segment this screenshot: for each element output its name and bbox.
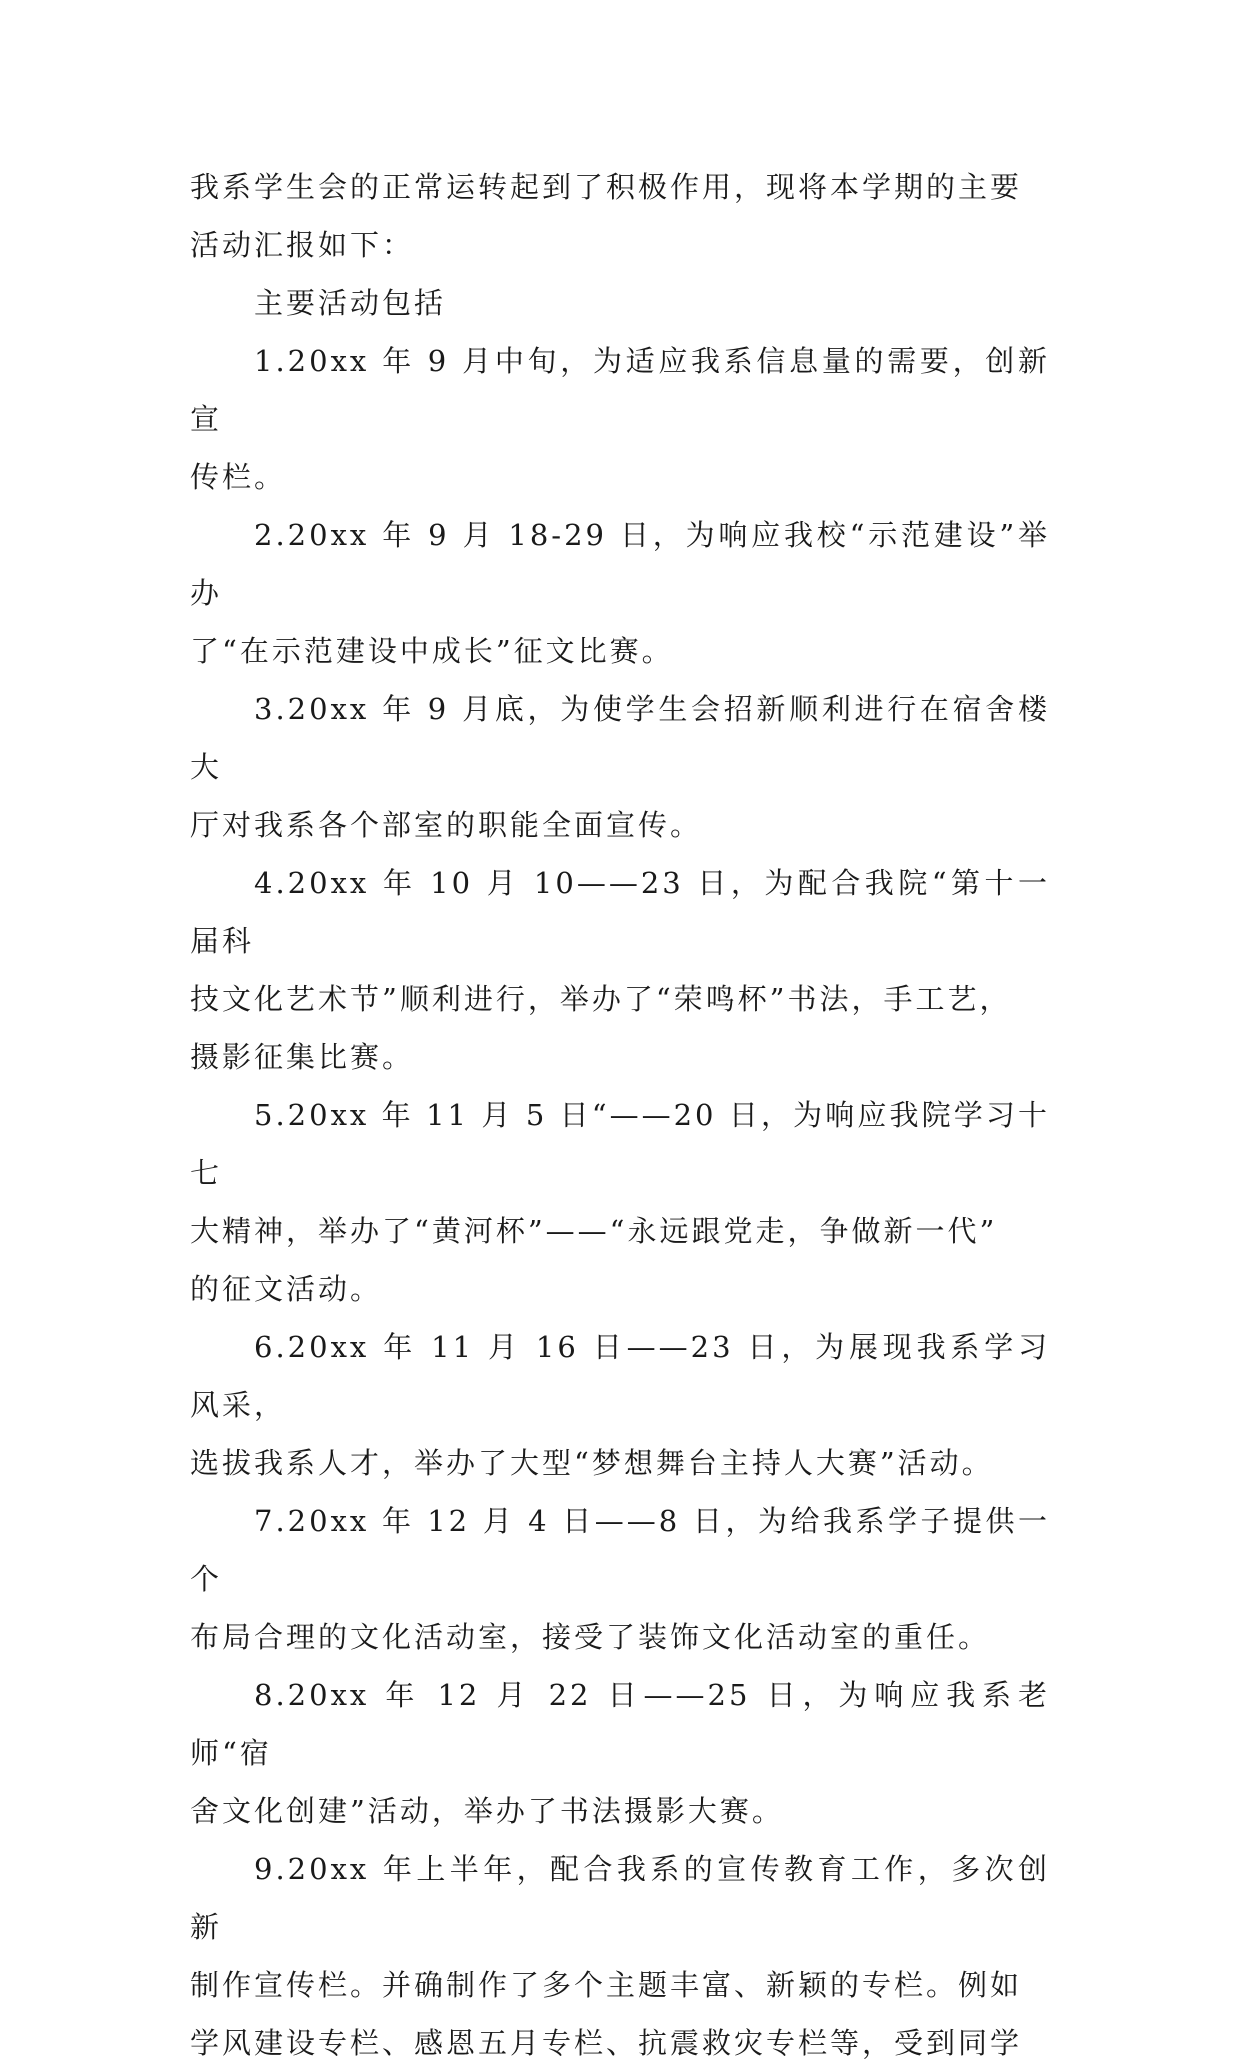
paragraph-item-6: 6.20xx 年 11 月 16 日——23 日，为展现我系学习风采， 选拔我系人才，举办了大型“梦想舞台主持人大赛”活动。: [190, 1330, 1050, 1480]
paragraph-item-2: 2.20xx 年 9 月 18-29 日，为响应我校“示范建设”举办 了“在示范建设中成长”征文比赛。: [190, 518, 1050, 668]
paragraph-item-8: 8.20xx 年 12 月 22 日——25 日，为响应我系老师“宿 舍文化创建”活动，举办了书法摄影大赛。: [190, 1678, 1050, 1828]
paragraph-item-3: 3.20xx 年 9 月底，为使学生会招新顺利进行在宿舍楼大 厅对我系各个部室的职能全面宣传。: [190, 692, 1050, 842]
paragraph-item-4: 4.20xx 年 10 月 10——23 日，为配合我院“第十一届科 技文化艺术节”顺利进行，举办了“荣鸣杯”书法，手工艺， 摄影征集比赛。: [190, 866, 1050, 1074]
document-body: [190, 158, 1050, 2072]
paragraph-item-7: 7.20xx 年 12 月 4 日——8 日，为给我系学子提供一个 布局合理的文化活动室，接受了装饰文化活动室的重任。: [190, 1504, 1050, 1654]
paragraph-intro: 我系学生会的正常运转起到了积极作用，现将本学期的主要 活动汇报如下：: [190, 170, 1023, 262]
paragraph-item-5: 5.20xx 年 11 月 5 日“——20 日，为响应我院学习十七 大精神，举办了“黄河杯”——“永远跟党走，争做新一代” 的征文活动。: [190, 1098, 1050, 1306]
paragraph-item-1: 1.20xx 年 9 月中旬，为适应我系信息量的需要，创新宣 传栏。: [190, 344, 1050, 494]
paragraph-item-9: 9.20xx 年上半年，配合我系的宣传教育工作，多次创新 制作宣传栏。并确制作了多个主题丰富、新颖的专栏。例如 学风建设专栏、感恩五月专栏、抗震救灾专栏等，受到同学: [190, 1852, 1050, 2060]
paragraph-activities-heading: 主要活动包括: [254, 286, 447, 320]
